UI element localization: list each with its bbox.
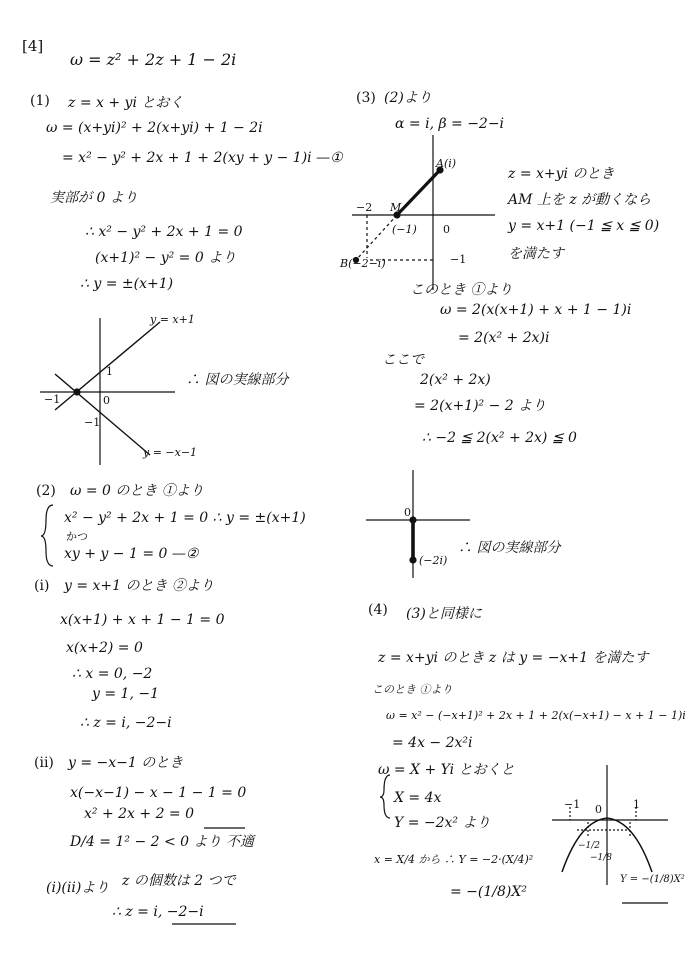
graph1-line-y-eq-minus-x-minus-1: [55, 374, 150, 455]
part3-line-4: ここで: [382, 352, 424, 368]
part2-case2-label: (ii): [34, 755, 54, 771]
graph1-tick-0: 0: [103, 394, 110, 407]
part2-case2-line-1: x(−x−1) − x − 1 − 1 = 0: [70, 785, 247, 801]
part3-label: (3): [356, 90, 376, 106]
graph3b-point-neg2i: [410, 557, 416, 563]
system-brace: [41, 505, 53, 566]
part2-label: (2): [36, 483, 56, 499]
graph-part1: [40, 318, 175, 465]
graph1-label-line1: y = x+1: [150, 313, 195, 326]
part4-line-4: ω = X + Yi とおくと: [378, 762, 515, 778]
part1-line-1: ω = (x+yi)² + 2(x+yi) + 1 − 2i: [46, 120, 263, 136]
graph3-tick-neg2: −2: [356, 201, 373, 214]
part1-conclusion: ∴ 図の実線部分: [186, 372, 289, 388]
part4-intro: (3)と同様に: [406, 606, 482, 622]
part1-eq-1: ∴ x² − y² + 2x + 1 = 0: [85, 224, 243, 240]
part2-summary-2: z の個数は 2 つで: [122, 873, 236, 889]
graph3-label-m1: (−1): [392, 223, 417, 236]
graph3-label-A: A(i): [436, 157, 457, 170]
part1-label: (1): [30, 93, 50, 109]
graph1-tick-neg1-y: −1: [84, 416, 101, 429]
graph-part3-result: [366, 470, 470, 578]
part3-line-1: このとき ①より: [410, 282, 513, 298]
part2-case1-line-3: ∴ x = 0, −2: [72, 666, 153, 682]
part2-answer: ∴ z = i, −2−i: [112, 904, 204, 920]
graph3-tick-0: 0: [443, 223, 450, 236]
part1-condition: 実部が 0 より: [50, 190, 138, 206]
part2-katsu: かつ: [66, 530, 88, 543]
part2-system-2: xy + y − 1 = 0 —②: [64, 546, 199, 562]
graph1-label-line2: y = −x−1: [143, 446, 198, 459]
part3-note-3: y = x+1 (−1 ≦ x ≦ 0): [508, 218, 660, 234]
graph4-tick-eighth: −1/8: [590, 853, 613, 863]
problem-equation: ω = z² + 2z + 1 − 2i: [70, 50, 237, 69]
part4-line-6: Y = −2x² より: [394, 815, 491, 831]
graph3b-tick-m2i: (−2i): [419, 554, 448, 567]
system-brace-4: [380, 775, 390, 818]
part2-system-1: x² − y² + 2x + 1 = 0 ∴ y = ±(x+1): [64, 510, 306, 526]
part2-case2-line-3: D/4 = 1² − 2 < 0 より 不適: [70, 834, 254, 850]
part3-ref: (2)より: [384, 90, 432, 106]
part4-line-8: = −(1/8)X²: [450, 884, 527, 900]
part2-case1-line-1: x(x+1) + x + 1 − 1 = 0: [60, 612, 225, 628]
graph4-tick-1: 1: [633, 798, 640, 811]
graph3-tick-neg1: −1: [450, 253, 467, 266]
graph3-label-B: B(−2−i): [340, 257, 386, 270]
part2-case1-line-4: y = 1, −1: [92, 686, 159, 702]
part2-case1-intro: y = x+1 のとき ②より: [64, 578, 214, 594]
graph3-label-M: M: [390, 201, 402, 214]
graph4-curve-label: Y = −(1/8)X²: [620, 874, 685, 885]
part2-case1-line-5: ∴ z = i, −2−i: [80, 715, 172, 731]
part3-line-5: 2(x² + 2x): [420, 372, 491, 388]
graph-part4: [552, 765, 668, 885]
part4-line-3: = 4x − 2x²i: [392, 735, 473, 751]
part2-case2-line-2: x² + 2x + 2 = 0: [84, 806, 195, 822]
part3-line-6: = 2(x+1)² − 2 より: [414, 398, 547, 414]
graph3b-tick-0: 0: [404, 506, 411, 519]
part3-note-4: を満たす: [508, 246, 564, 262]
part2-case2-intro: y = −x−1 のとき: [68, 755, 184, 771]
graph1-intersection-point: [74, 389, 80, 395]
graph4-tick-half: −1/2: [578, 841, 601, 851]
part1-eq-3: ∴ y = ±(x+1): [80, 276, 174, 292]
part1-line-2: = x² − y² + 2x + 1 + 2(xy + y − 1)i —①: [62, 150, 343, 166]
part4-label: (4): [368, 602, 388, 618]
part3-line-7: ∴ −2 ≦ 2(x² + 2x) ≦ 0: [422, 430, 577, 446]
part4-line-1: このとき ①より: [372, 683, 453, 696]
part3-line-3: = 2(x² + 2x)i: [458, 330, 550, 346]
graph1-tick-neg1-x: −1: [44, 393, 61, 406]
part1-intro: z = x + yi とおく: [68, 95, 184, 111]
part4-cond: z = x+yi のとき z は y = −x+1 を満たす: [378, 650, 649, 666]
part3-alpha-beta: α = i, β = −2−i: [395, 116, 505, 132]
part2-case1-label: (i): [34, 578, 50, 594]
problem-number: [4]: [22, 37, 44, 55]
part3-note-1: z = x+yi のとき: [508, 166, 615, 182]
part2-summary-1: (i)(ii)より: [46, 880, 110, 896]
part4-line-2: ω = x² − (−x+1)² + 2x + 1 + 2(x(−x+1) − x + 1 − 1)i: [386, 709, 686, 722]
graph1-tick-1: 1: [106, 365, 113, 378]
graph3-dotted-MB: [356, 215, 397, 260]
part3-conclusion: ∴ 図の実線部分: [458, 540, 561, 556]
part1-eq-2: (x+1)² − y² = 0 より: [95, 250, 237, 266]
part3-line-2: ω = 2(x(x+1) + x + 1 − 1)i: [440, 302, 632, 318]
part2-intro: ω = 0 のとき ①より: [70, 483, 204, 499]
graph4-tick-neg1: −1: [564, 798, 581, 811]
graph4-tick-0: 0: [595, 803, 602, 816]
part4-line-5: X = 4x: [394, 790, 442, 806]
part4-line-7: x = X/4 から ∴ Y = −2·(X/4)²: [374, 853, 534, 866]
part3-note-2: AM 上を z が動くなら: [508, 192, 652, 208]
part2-case1-line-2: x(x+2) = 0: [66, 640, 143, 656]
